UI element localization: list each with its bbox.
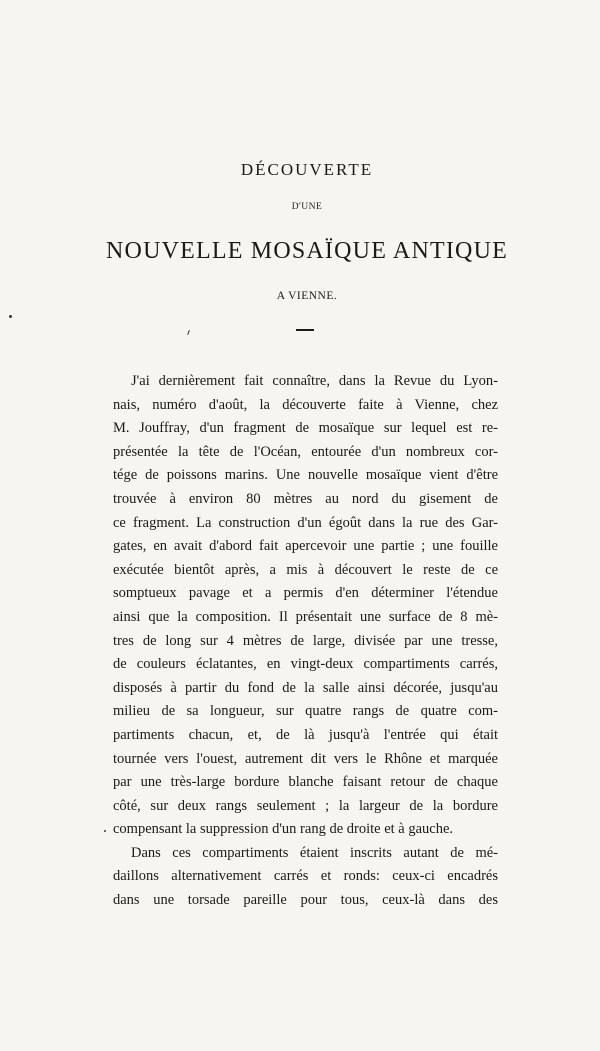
text-line: ainsi que la composition. Il présentait une surface de 8 mè-	[113, 608, 498, 625]
heading-title: DÉCOUVERTE	[240, 160, 374, 179]
text-line: exécutée bientôt après, a mis à découvert le reste de ce	[113, 561, 498, 578]
text-line: compensant la suppression d'un rang de droite et à gauche.	[113, 821, 454, 838]
text-line: J'ai dernièrement fait connaître, dans la Revue du Lyon-	[131, 373, 498, 389]
section-rule	[296, 329, 314, 331]
text-line: dans une torsade pareille pour tous, ceux-là dans des	[113, 892, 498, 909]
text-line: milieu de sa longueur, sur quatre rangs de quatre com-	[113, 703, 498, 720]
paper-speck	[9, 315, 12, 318]
text-line: M. Jouffray, d'un fragment de mosaïque sur lequel est re-	[113, 420, 498, 437]
text-line: partiments chacun, et, de là jusqu'à l'entrée qui était	[113, 726, 498, 743]
heading-subtitle: D'UNE	[291, 202, 323, 212]
text-line: tres de long sur 4 mètres de large, divisée par une tresse,	[113, 632, 498, 649]
text-line: somptueux pavage et a permis d'en déterminer l'étendue	[113, 585, 498, 602]
heading-main-title: NOUVELLE MOSAÏQUE ANTIQUE	[106, 238, 508, 264]
text-line: tournée vers l'ouest, autrement dit vers le Rhône et marquée	[113, 750, 498, 767]
body-text	[113, 370, 498, 913]
text-line: de couleurs éclatantes, en vingt-deux compartiments carrés,	[113, 656, 498, 673]
text-line: trouvée à environ 80 mètres au nord du gisement de	[113, 490, 498, 507]
paper-speck	[187, 330, 190, 335]
text-line: disposés à partir du fond de la salle ainsi décorée, jusqu'au	[113, 679, 498, 696]
heading-place: A VIENNE.	[276, 290, 338, 302]
text-line: par une très-large bordure blanche faisant retour de chaque	[113, 774, 498, 791]
text-line: présentée la tête de l'Océan, entourée d'un nombreux cor-	[113, 443, 498, 460]
text-line: daillons alternativement carrés et ronds: ceux-ci encadrés	[113, 868, 498, 885]
paper-speck	[104, 830, 106, 832]
text-line: ce fragment. La construction d'un égoût dans la rue des Gar-	[113, 514, 498, 531]
text-line: côté, sur deux rangs seulement ; la largeur de la bordure	[113, 797, 498, 814]
text-line: tége de poissons marins. Une nouvelle mosaïque vient d'être	[113, 467, 498, 484]
text-line: nais, numéro d'août, la découverte faite à Vienne, chez	[113, 396, 498, 413]
text-line: Dans ces compartiments étaient inscrits autant de mé-	[131, 844, 498, 861]
text-line: gates, en avait d'abord fait apercevoir une partie ; une fouille	[113, 538, 498, 555]
